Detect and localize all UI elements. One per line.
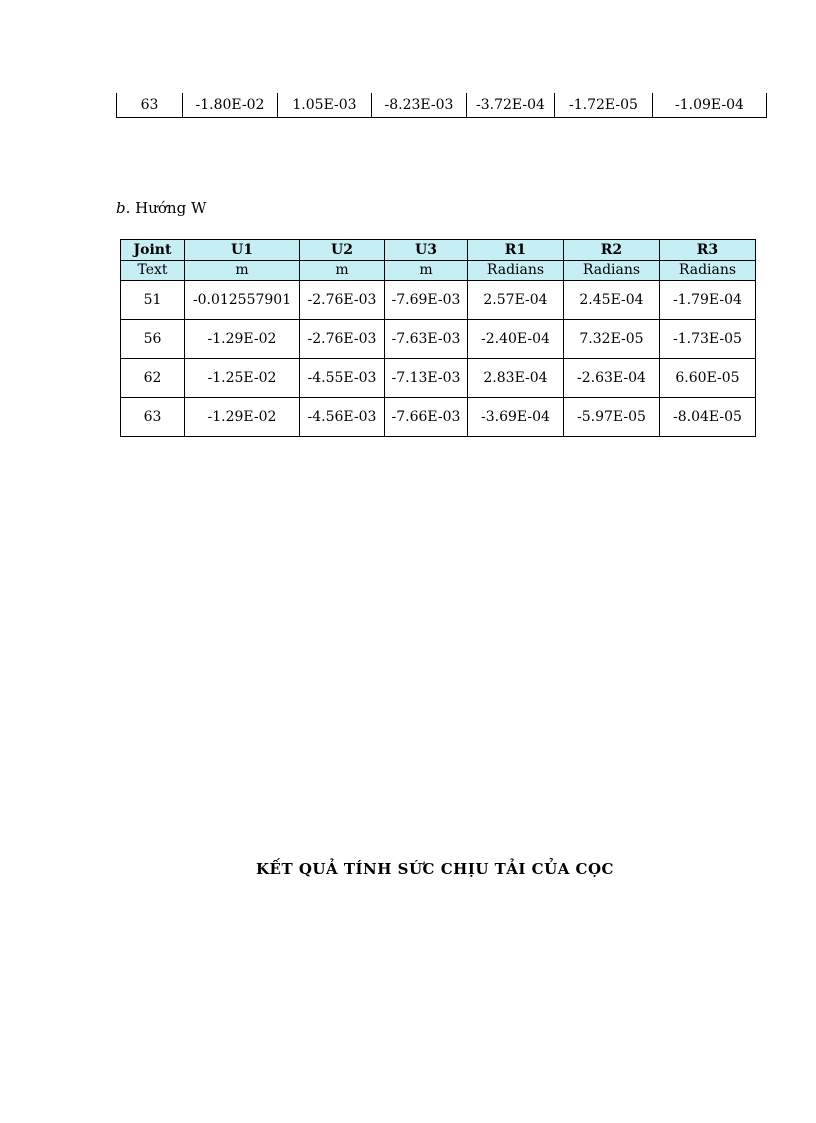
u1-cell: -1.80E-02 [183, 93, 278, 118]
joint-cell: 62 [121, 359, 185, 398]
section-title [116, 199, 206, 217]
u2-cell: -4.56E-03 [300, 398, 385, 437]
joint-cell: 56 [121, 320, 185, 359]
r3-cell: -1.73E-05 [660, 320, 756, 359]
r1-cell: -2.40E-04 [468, 320, 564, 359]
joint-cell: 63 [121, 398, 185, 437]
table-row [121, 398, 756, 437]
u3-cell: -7.13E-03 [385, 359, 468, 398]
u2-cell: 1.05E-03 [278, 93, 372, 118]
header-joint: Joint [121, 240, 185, 261]
unit-r1: Radians [468, 261, 564, 281]
u2-cell: -2.76E-03 [300, 281, 385, 320]
header-u3: U3 [385, 240, 468, 261]
unit-r2: Radians [564, 261, 660, 281]
u1-cell: -1.25E-02 [185, 359, 300, 398]
continued-table-fragment [116, 93, 767, 118]
r3-cell: -1.09E-04 [653, 93, 767, 118]
r1-cell: 2.83E-04 [468, 359, 564, 398]
table-row [121, 359, 756, 398]
unit-joint: Text [121, 261, 185, 281]
r1-cell: -3.69E-04 [468, 398, 564, 437]
header-r1: R1 [468, 240, 564, 261]
unit-u3: m [385, 261, 468, 281]
u3-cell: -7.69E-03 [385, 281, 468, 320]
section-title-text: . Hướng W [125, 199, 207, 217]
u2-cell: -4.55E-03 [300, 359, 385, 398]
header-u2: U2 [300, 240, 385, 261]
u1-cell: -1.29E-02 [185, 320, 300, 359]
header-r3: R3 [660, 240, 756, 261]
section-letter: b [116, 199, 126, 217]
u1-cell: -0.012557901 [185, 281, 300, 320]
u1-cell: -1.29E-02 [185, 398, 300, 437]
header-r2: R2 [564, 240, 660, 261]
r3-cell: -8.04E-05 [660, 398, 756, 437]
table-row [121, 281, 756, 320]
u2-cell: -2.76E-03 [300, 320, 385, 359]
table-row [117, 93, 767, 118]
r3-cell: 6.60E-05 [660, 359, 756, 398]
unit-u1: m [185, 261, 300, 281]
r2-cell: -1.72E-05 [555, 93, 653, 118]
header-u1: U1 [185, 240, 300, 261]
joint-cell: 51 [121, 281, 185, 320]
units-row [121, 261, 756, 281]
unit-r3: Radians [660, 261, 756, 281]
r2-cell: 2.45E-04 [564, 281, 660, 320]
header-row [121, 240, 756, 261]
r1-cell: 2.57E-04 [468, 281, 564, 320]
u3-cell: -8.23E-03 [372, 93, 467, 118]
r2-cell: -2.63E-04 [564, 359, 660, 398]
displacement-table [120, 239, 756, 437]
r2-cell: 7.32E-05 [564, 320, 660, 359]
r2-cell: -5.97E-05 [564, 398, 660, 437]
u3-cell: -7.63E-03 [385, 320, 468, 359]
unit-u2: m [300, 261, 385, 281]
r3-cell: -1.79E-04 [660, 281, 756, 320]
section-heading: KẾT QUẢ TÍNH SỨC CHỊU TẢI CỦA CỌC [255, 860, 614, 878]
u3-cell: -7.66E-03 [385, 398, 468, 437]
joint-cell: 63 [117, 93, 183, 118]
r1-cell: -3.72E-04 [467, 93, 555, 118]
table-row [121, 320, 756, 359]
